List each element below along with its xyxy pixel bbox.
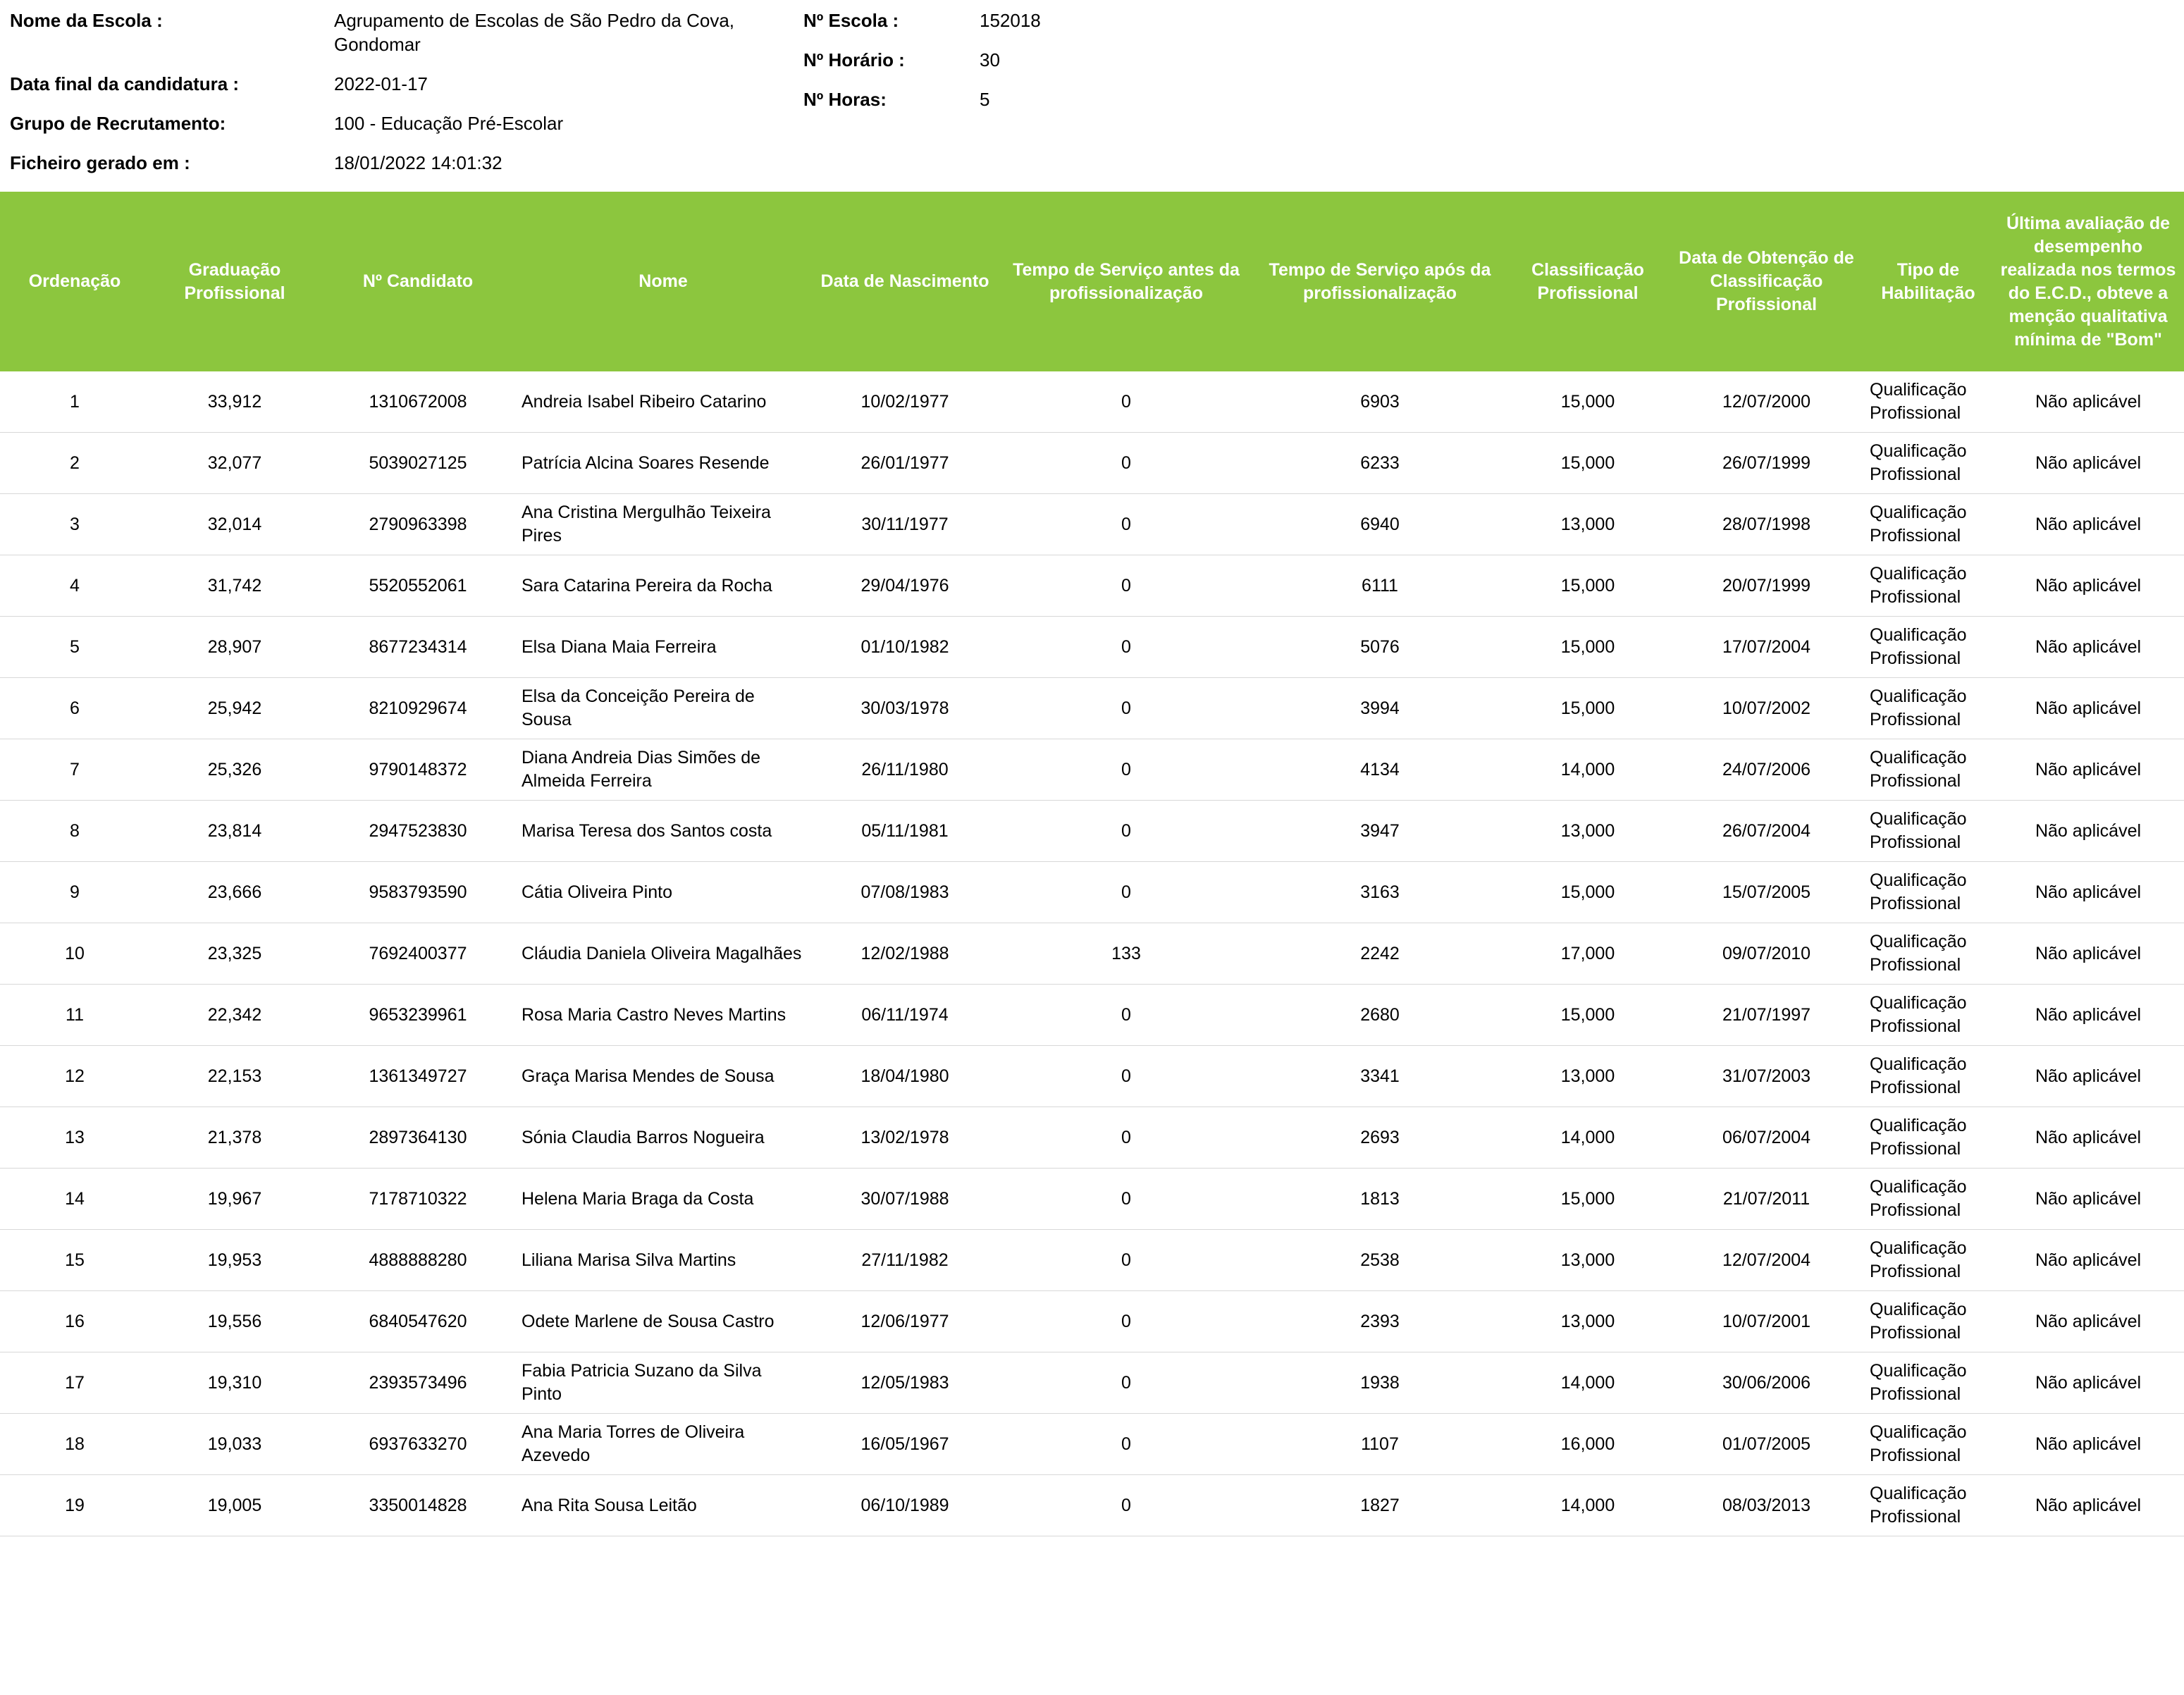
cell-tempo-servico-apos: 3341 xyxy=(1253,1046,1507,1107)
cell-ordenacao: 14 xyxy=(0,1169,149,1230)
table-row xyxy=(0,1291,2184,1352)
cell-graduacao-profissional: 23,814 xyxy=(149,801,320,862)
table-row xyxy=(0,923,2184,985)
cell-graduacao-profissional: 33,912 xyxy=(149,371,320,433)
table-row xyxy=(0,1414,2184,1475)
cell-numero-candidato: 7178710322 xyxy=(320,1169,516,1230)
header-field-value: 5 xyxy=(980,89,990,110)
cell-data-nascimento: 29/04/1976 xyxy=(810,555,999,617)
cell-graduacao-profissional: 19,967 xyxy=(149,1169,320,1230)
cell-ultima-avaliacao: Não aplicável xyxy=(1992,1169,2184,1230)
header-field-label: Grupo de Recrutamento: xyxy=(10,113,226,134)
cell-nome: Liliana Marisa Silva Martins xyxy=(516,1230,810,1291)
cell-ordenacao: 11 xyxy=(0,985,149,1046)
cell-tempo-servico-apos: 6233 xyxy=(1253,433,1507,494)
cell-nome: Helena Maria Braga da Costa xyxy=(516,1169,810,1230)
cell-numero-candidato: 2393573496 xyxy=(320,1352,516,1414)
cell-numero-candidato: 9790148372 xyxy=(320,739,516,801)
cell-classificacao-profissional: 17,000 xyxy=(1507,923,1669,985)
cell-data-nascimento: 13/02/1978 xyxy=(810,1107,999,1169)
cell-data-nascimento: 18/04/1980 xyxy=(810,1046,999,1107)
cell-ultima-avaliacao: Não aplicável xyxy=(1992,494,2184,555)
cell-tipo-habilitacao: Qualificação Profissional xyxy=(1864,1046,1992,1107)
table-row xyxy=(0,433,2184,494)
cell-data-obtencao-classificacao: 21/07/1997 xyxy=(1669,985,1864,1046)
cell-tempo-servico-antes: 0 xyxy=(999,801,1253,862)
cell-ordenacao: 6 xyxy=(0,678,149,739)
cell-tempo-servico-antes: 0 xyxy=(999,1107,1253,1169)
cell-graduacao-profissional: 19,310 xyxy=(149,1352,320,1414)
cell-ultima-avaliacao: Não aplicável xyxy=(1992,801,2184,862)
cell-data-obtencao-classificacao: 17/07/2004 xyxy=(1669,617,1864,678)
cell-tipo-habilitacao: Qualificação Profissional xyxy=(1864,862,1992,923)
cell-tempo-servico-apos: 3163 xyxy=(1253,862,1507,923)
cell-classificacao-profissional: 13,000 xyxy=(1507,1046,1669,1107)
header-field-application-end-date xyxy=(10,72,799,96)
cell-ultima-avaliacao: Não aplicável xyxy=(1992,1291,2184,1352)
cell-nome: Marisa Teresa dos Santos costa xyxy=(516,801,810,862)
cell-data-nascimento: 27/11/1982 xyxy=(810,1230,999,1291)
cell-classificacao-profissional: 15,000 xyxy=(1507,1169,1669,1230)
cell-classificacao-profissional: 15,000 xyxy=(1507,433,1669,494)
cell-tempo-servico-apos: 1827 xyxy=(1253,1475,1507,1536)
cell-nome: Elsa Diana Maia Ferreira xyxy=(516,617,810,678)
cell-tipo-habilitacao: Qualificação Profissional xyxy=(1864,739,1992,801)
cell-classificacao-profissional: 13,000 xyxy=(1507,801,1669,862)
header-field-value: 30 xyxy=(980,49,1000,70)
cell-tempo-servico-apos: 1813 xyxy=(1253,1169,1507,1230)
cell-ultima-avaliacao: Não aplicável xyxy=(1992,923,2184,985)
cell-ordenacao: 4 xyxy=(0,555,149,617)
cell-classificacao-profissional: 14,000 xyxy=(1507,1352,1669,1414)
cell-ordenacao: 18 xyxy=(0,1414,149,1475)
table-row xyxy=(0,801,2184,862)
cell-ordenacao: 12 xyxy=(0,1046,149,1107)
header-left-column xyxy=(10,8,799,175)
cell-classificacao-profissional: 15,000 xyxy=(1507,985,1669,1046)
cell-data-nascimento: 30/11/1977 xyxy=(810,494,999,555)
header-field-file-generated-at xyxy=(10,151,799,175)
cell-graduacao-profissional: 31,742 xyxy=(149,555,320,617)
column-header-numero-candidato: Nº Candidato xyxy=(320,192,516,371)
table-header xyxy=(0,192,2184,371)
cell-data-obtencao-classificacao: 31/07/2003 xyxy=(1669,1046,1864,1107)
cell-data-obtencao-classificacao: 30/06/2006 xyxy=(1669,1352,1864,1414)
cell-data-obtencao-classificacao: 08/03/2013 xyxy=(1669,1475,1864,1536)
cell-tempo-servico-apos: 2242 xyxy=(1253,923,1507,985)
cell-tipo-habilitacao: Qualificação Profissional xyxy=(1864,494,1992,555)
cell-data-obtencao-classificacao: 12/07/2000 xyxy=(1669,371,1864,433)
cell-classificacao-profissional: 14,000 xyxy=(1507,1475,1669,1536)
cell-graduacao-profissional: 22,342 xyxy=(149,985,320,1046)
header-field-label: Nome da Escola : xyxy=(10,10,163,31)
header-field-value: 18/01/2022 14:01:32 xyxy=(334,152,502,173)
cell-graduacao-profissional: 25,326 xyxy=(149,739,320,801)
cell-nome: Fabia Patricia Suzano da Silva Pinto xyxy=(516,1352,810,1414)
cell-data-obtencao-classificacao: 06/07/2004 xyxy=(1669,1107,1864,1169)
cell-tempo-servico-antes: 0 xyxy=(999,1230,1253,1291)
cell-tipo-habilitacao: Qualificação Profissional xyxy=(1864,1107,1992,1169)
cell-tempo-servico-apos: 3947 xyxy=(1253,801,1507,862)
cell-ordenacao: 10 xyxy=(0,923,149,985)
cell-tempo-servico-antes: 0 xyxy=(999,1352,1253,1414)
cell-ordenacao: 13 xyxy=(0,1107,149,1169)
table-row xyxy=(0,617,2184,678)
cell-nome: Rosa Maria Castro Neves Martins xyxy=(516,985,810,1046)
cell-graduacao-profissional: 32,077 xyxy=(149,433,320,494)
cell-data-nascimento: 26/01/1977 xyxy=(810,433,999,494)
cell-nome: Cláudia Daniela Oliveira Magalhães xyxy=(516,923,810,985)
cell-graduacao-profissional: 23,325 xyxy=(149,923,320,985)
table-row xyxy=(0,1169,2184,1230)
cell-tempo-servico-antes: 0 xyxy=(999,678,1253,739)
cell-data-obtencao-classificacao: 09/07/2010 xyxy=(1669,923,1864,985)
cell-ordenacao: 8 xyxy=(0,801,149,862)
cell-nome: Ana Maria Torres de Oliveira Azevedo xyxy=(516,1414,810,1475)
cell-ultima-avaliacao: Não aplicável xyxy=(1992,739,2184,801)
cell-ultima-avaliacao: Não aplicável xyxy=(1992,617,2184,678)
cell-ordenacao: 7 xyxy=(0,739,149,801)
cell-numero-candidato: 3350014828 xyxy=(320,1475,516,1536)
cell-numero-candidato: 6937633270 xyxy=(320,1414,516,1475)
cell-tempo-servico-antes: 0 xyxy=(999,371,1253,433)
column-header-tipo-habilitacao: Tipo de Habilitação xyxy=(1864,192,1992,371)
cell-classificacao-profissional: 15,000 xyxy=(1507,555,1669,617)
cell-ordenacao: 17 xyxy=(0,1352,149,1414)
cell-classificacao-profissional: 13,000 xyxy=(1507,494,1669,555)
cell-data-obtencao-classificacao: 20/07/1999 xyxy=(1669,555,1864,617)
header-field-recruitment-group xyxy=(10,111,799,135)
cell-numero-candidato: 2897364130 xyxy=(320,1107,516,1169)
cell-tempo-servico-antes: 0 xyxy=(999,1475,1253,1536)
table-row xyxy=(0,1230,2184,1291)
cell-tempo-servico-antes: 0 xyxy=(999,985,1253,1046)
cell-data-nascimento: 05/11/1981 xyxy=(810,801,999,862)
cell-tempo-servico-apos: 5076 xyxy=(1253,617,1507,678)
cell-nome: Elsa da Conceição Pereira de Sousa xyxy=(516,678,810,739)
header-field-value: 2022-01-17 xyxy=(334,73,428,94)
cell-numero-candidato: 5039027125 xyxy=(320,433,516,494)
cell-data-nascimento: 12/05/1983 xyxy=(810,1352,999,1414)
cell-tempo-servico-antes: 0 xyxy=(999,555,1253,617)
cell-numero-candidato: 5520552061 xyxy=(320,555,516,617)
cell-data-nascimento: 30/03/1978 xyxy=(810,678,999,739)
cell-data-obtencao-classificacao: 01/07/2005 xyxy=(1669,1414,1864,1475)
header-right-column xyxy=(799,8,2184,111)
header-field-school-name xyxy=(10,8,799,56)
cell-numero-candidato: 6840547620 xyxy=(320,1291,516,1352)
cell-tempo-servico-apos: 2393 xyxy=(1253,1291,1507,1352)
table-row xyxy=(0,494,2184,555)
cell-ultima-avaliacao: Não aplicável xyxy=(1992,433,2184,494)
cell-classificacao-profissional: 15,000 xyxy=(1507,678,1669,739)
cell-data-obtencao-classificacao: 15/07/2005 xyxy=(1669,862,1864,923)
cell-ordenacao: 1 xyxy=(0,371,149,433)
cell-data-nascimento: 06/11/1974 xyxy=(810,985,999,1046)
cell-classificacao-profissional: 14,000 xyxy=(1507,1107,1669,1169)
cell-ordenacao: 3 xyxy=(0,494,149,555)
table-row xyxy=(0,1046,2184,1107)
cell-numero-candidato: 1361349727 xyxy=(320,1046,516,1107)
cell-numero-candidato: 2790963398 xyxy=(320,494,516,555)
cell-graduacao-profissional: 21,378 xyxy=(149,1107,320,1169)
cell-tempo-servico-apos: 1107 xyxy=(1253,1414,1507,1475)
column-header-nome: Nome xyxy=(516,192,810,371)
cell-graduacao-profissional: 19,005 xyxy=(149,1475,320,1536)
cell-tipo-habilitacao: Qualificação Profissional xyxy=(1864,433,1992,494)
cell-graduacao-profissional: 23,666 xyxy=(149,862,320,923)
cell-graduacao-profissional: 22,153 xyxy=(149,1046,320,1107)
cell-tempo-servico-apos: 2693 xyxy=(1253,1107,1507,1169)
column-header-classificacao-profissional: Classificação Profissional xyxy=(1507,192,1669,371)
cell-tipo-habilitacao: Qualificação Profissional xyxy=(1864,1169,1992,1230)
cell-tempo-servico-apos: 6903 xyxy=(1253,371,1507,433)
cell-ordenacao: 9 xyxy=(0,862,149,923)
header-field-value: Agrupamento de Escolas de São Pedro da Cova, Gondomar xyxy=(334,10,735,55)
cell-ultima-avaliacao: Não aplicável xyxy=(1992,862,2184,923)
cell-data-obtencao-classificacao: 26/07/1999 xyxy=(1669,433,1864,494)
cell-numero-candidato: 2947523830 xyxy=(320,801,516,862)
cell-graduacao-profissional: 28,907 xyxy=(149,617,320,678)
cell-numero-candidato: 8210929674 xyxy=(320,678,516,739)
cell-data-obtencao-classificacao: 10/07/2001 xyxy=(1669,1291,1864,1352)
cell-classificacao-profissional: 15,000 xyxy=(1507,862,1669,923)
cell-nome: Odete Marlene de Sousa Castro xyxy=(516,1291,810,1352)
table-row xyxy=(0,555,2184,617)
cell-classificacao-profissional: 13,000 xyxy=(1507,1230,1669,1291)
cell-nome: Andreia Isabel Ribeiro Catarino xyxy=(516,371,810,433)
cell-data-nascimento: 16/05/1967 xyxy=(810,1414,999,1475)
cell-numero-candidato: 4888888280 xyxy=(320,1230,516,1291)
cell-tempo-servico-apos: 3994 xyxy=(1253,678,1507,739)
cell-ultima-avaliacao: Não aplicável xyxy=(1992,555,2184,617)
header-field-label: Ficheiro gerado em : xyxy=(10,152,190,173)
cell-data-nascimento: 12/06/1977 xyxy=(810,1291,999,1352)
cell-classificacao-profissional: 15,000 xyxy=(1507,371,1669,433)
cell-tempo-servico-antes: 0 xyxy=(999,739,1253,801)
table-row xyxy=(0,862,2184,923)
cell-data-nascimento: 26/11/1980 xyxy=(810,739,999,801)
cell-data-nascimento: 07/08/1983 xyxy=(810,862,999,923)
column-header-graduacao-profissional: Graduação Profissional xyxy=(149,192,320,371)
cell-ultima-avaliacao: Não aplicável xyxy=(1992,1230,2184,1291)
cell-data-nascimento: 01/10/1982 xyxy=(810,617,999,678)
cell-numero-candidato: 9583793590 xyxy=(320,862,516,923)
cell-tipo-habilitacao: Qualificação Profissional xyxy=(1864,1291,1992,1352)
cell-nome: Ana Cristina Mergulhão Teixeira Pires xyxy=(516,494,810,555)
cell-data-nascimento: 12/02/1988 xyxy=(810,923,999,985)
candidates-table xyxy=(0,192,2184,1536)
cell-nome: Cátia Oliveira Pinto xyxy=(516,862,810,923)
header-field-schedule-number xyxy=(803,48,2184,72)
cell-numero-candidato: 9653239961 xyxy=(320,985,516,1046)
column-header-ordenacao: Ordenação xyxy=(0,192,149,371)
header-field-hours-number xyxy=(803,87,2184,111)
cell-tipo-habilitacao: Qualificação Profissional xyxy=(1864,985,1992,1046)
table-header-row xyxy=(0,192,2184,371)
cell-nome: Patrícia Alcina Soares Resende xyxy=(516,433,810,494)
table-row xyxy=(0,1352,2184,1414)
header-field-value: 152018 xyxy=(980,10,1041,31)
cell-tempo-servico-antes: 133 xyxy=(999,923,1253,985)
cell-tempo-servico-apos: 2680 xyxy=(1253,985,1507,1046)
cell-classificacao-profissional: 13,000 xyxy=(1507,1291,1669,1352)
cell-tempo-servico-apos: 2538 xyxy=(1253,1230,1507,1291)
cell-tempo-servico-antes: 0 xyxy=(999,1169,1253,1230)
cell-data-obtencao-classificacao: 21/07/2011 xyxy=(1669,1169,1864,1230)
cell-ordenacao: 2 xyxy=(0,433,149,494)
table-row xyxy=(0,1475,2184,1536)
cell-ultima-avaliacao: Não aplicável xyxy=(1992,1352,2184,1414)
cell-data-nascimento: 06/10/1989 xyxy=(810,1475,999,1536)
header-field-label: Nº Horário : xyxy=(803,49,905,70)
cell-tipo-habilitacao: Qualificação Profissional xyxy=(1864,371,1992,433)
cell-tipo-habilitacao: Qualificação Profissional xyxy=(1864,1414,1992,1475)
cell-ultima-avaliacao: Não aplicável xyxy=(1992,1046,2184,1107)
cell-data-obtencao-classificacao: 24/07/2006 xyxy=(1669,739,1864,801)
cell-tempo-servico-antes: 0 xyxy=(999,862,1253,923)
cell-data-nascimento: 30/07/1988 xyxy=(810,1169,999,1230)
cell-nome: Sara Catarina Pereira da Rocha xyxy=(516,555,810,617)
cell-tipo-habilitacao: Qualificação Profissional xyxy=(1864,923,1992,985)
cell-tipo-habilitacao: Qualificação Profissional xyxy=(1864,1475,1992,1536)
column-header-data-obtencao-classificacao: Data de Obtenção de Classificação Profissional xyxy=(1669,192,1864,371)
cell-ultima-avaliacao: Não aplicável xyxy=(1992,1475,2184,1536)
cell-data-nascimento: 10/02/1977 xyxy=(810,371,999,433)
cell-graduacao-profissional: 19,556 xyxy=(149,1291,320,1352)
cell-tempo-servico-antes: 0 xyxy=(999,1046,1253,1107)
cell-data-obtencao-classificacao: 28/07/1998 xyxy=(1669,494,1864,555)
document-header xyxy=(0,0,2184,182)
cell-ordenacao: 19 xyxy=(0,1475,149,1536)
cell-tipo-habilitacao: Qualificação Profissional xyxy=(1864,1230,1992,1291)
table-row xyxy=(0,1107,2184,1169)
cell-nome: Graça Marisa Mendes de Sousa xyxy=(516,1046,810,1107)
cell-ordenacao: 15 xyxy=(0,1230,149,1291)
cell-tipo-habilitacao: Qualificação Profissional xyxy=(1864,1352,1992,1414)
cell-ultima-avaliacao: Não aplicável xyxy=(1992,1414,2184,1475)
header-field-label: Nº Escola : xyxy=(803,10,899,31)
cell-classificacao-profissional: 14,000 xyxy=(1507,739,1669,801)
cell-data-obtencao-classificacao: 26/07/2004 xyxy=(1669,801,1864,862)
cell-numero-candidato: 7692400377 xyxy=(320,923,516,985)
cell-tempo-servico-antes: 0 xyxy=(999,1291,1253,1352)
cell-tempo-servico-apos: 4134 xyxy=(1253,739,1507,801)
cell-tipo-habilitacao: Qualificação Profissional xyxy=(1864,801,1992,862)
cell-tempo-servico-antes: 0 xyxy=(999,1414,1253,1475)
cell-graduacao-profissional: 19,033 xyxy=(149,1414,320,1475)
column-header-data-nascimento: Data de Nascimento xyxy=(810,192,999,371)
header-field-label: Nº Horas: xyxy=(803,89,887,110)
column-header-ultima-avaliacao: Última avaliação de desempenho realizada nos termos do E.C.D., obteve a menção qualitativa mínima de "Bom" xyxy=(1992,192,2184,371)
cell-graduacao-profissional: 19,953 xyxy=(149,1230,320,1291)
cell-ultima-avaliacao: Não aplicável xyxy=(1992,1107,2184,1169)
table-row xyxy=(0,739,2184,801)
cell-tempo-servico-apos: 1938 xyxy=(1253,1352,1507,1414)
cell-tempo-servico-apos: 6940 xyxy=(1253,494,1507,555)
cell-classificacao-profissional: 16,000 xyxy=(1507,1414,1669,1475)
cell-data-obtencao-classificacao: 12/07/2004 xyxy=(1669,1230,1864,1291)
cell-tipo-habilitacao: Qualificação Profissional xyxy=(1864,678,1992,739)
cell-ultima-avaliacao: Não aplicável xyxy=(1992,371,2184,433)
cell-tempo-servico-antes: 0 xyxy=(999,617,1253,678)
column-header-tempo-servico-antes: Tempo de Serviço antes da profissionalização xyxy=(999,192,1253,371)
cell-ultima-avaliacao: Não aplicável xyxy=(1992,678,2184,739)
cell-numero-candidato: 1310672008 xyxy=(320,371,516,433)
cell-tipo-habilitacao: Qualificação Profissional xyxy=(1864,617,1992,678)
cell-tempo-servico-antes: 0 xyxy=(999,433,1253,494)
cell-numero-candidato: 8677234314 xyxy=(320,617,516,678)
cell-nome: Sónia Claudia Barros Nogueira xyxy=(516,1107,810,1169)
column-header-tempo-servico-apos: Tempo de Serviço após da profissionalização xyxy=(1253,192,1507,371)
cell-nome: Ana Rita Sousa Leitão xyxy=(516,1475,810,1536)
table-row xyxy=(0,678,2184,739)
cell-tipo-habilitacao: Qualificação Profissional xyxy=(1864,555,1992,617)
cell-classificacao-profissional: 15,000 xyxy=(1507,617,1669,678)
table-row xyxy=(0,371,2184,433)
cell-ordenacao: 5 xyxy=(0,617,149,678)
cell-tempo-servico-apos: 6111 xyxy=(1253,555,1507,617)
table-row xyxy=(0,985,2184,1046)
header-field-school-number xyxy=(803,8,2184,32)
cell-ordenacao: 16 xyxy=(0,1291,149,1352)
cell-data-obtencao-classificacao: 10/07/2002 xyxy=(1669,678,1864,739)
cell-tempo-servico-antes: 0 xyxy=(999,494,1253,555)
header-field-value: 100 - Educação Pré-Escolar xyxy=(334,113,564,134)
table-body xyxy=(0,371,2184,1536)
cell-graduacao-profissional: 25,942 xyxy=(149,678,320,739)
cell-ultima-avaliacao: Não aplicável xyxy=(1992,985,2184,1046)
cell-graduacao-profissional: 32,014 xyxy=(149,494,320,555)
cell-nome: Diana Andreia Dias Simões de Almeida Ferreira xyxy=(516,739,810,801)
header-field-label: Data final da candidatura : xyxy=(10,73,240,94)
